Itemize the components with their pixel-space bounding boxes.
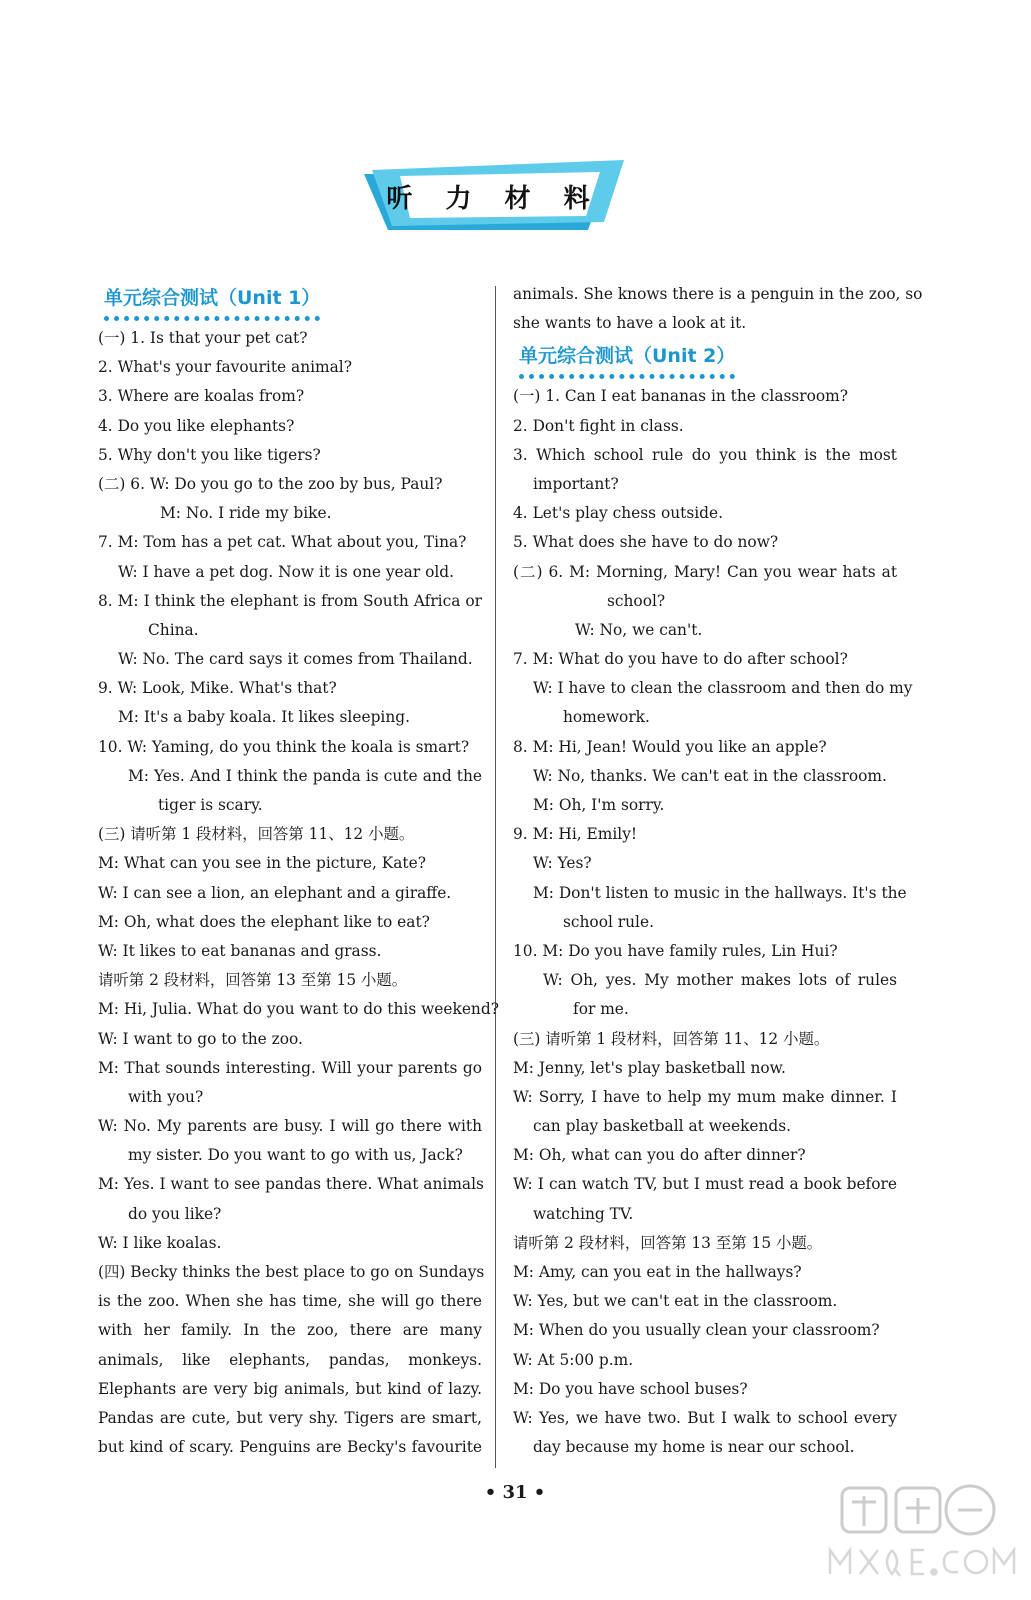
text-line: M: Oh, what does the elephant like to eat? <box>98 912 430 931</box>
text-line: (一) 1. Is that your pet cat? <box>98 329 308 347</box>
text-line: 5. What does she have to do now? <box>513 533 779 552</box>
text-line: 9. M: Hi, Emily! <box>513 825 638 844</box>
text-line: school? <box>607 591 666 610</box>
text-line: W: No. My parents are busy. I will go there with <box>98 1117 482 1136</box>
text-line: W: I like koalas. <box>98 1233 222 1252</box>
text-line: school rule. <box>563 912 654 931</box>
unit1-heading: 单元综合测试（Unit 1） <box>104 286 320 321</box>
text-line: 请听第 2 段材料，回答第 13 至第 15 小题。 <box>513 1233 823 1252</box>
text-line: with her family. In the zoo, there are many <box>98 1321 482 1340</box>
text-line: 请听第 2 段材料，回答第 13 至第 15 小题。 <box>98 971 408 990</box>
right-column <box>513 280 923 1462</box>
text-line: tiger is scary. <box>158 796 263 814</box>
text-line: she wants to have a look at it. <box>513 314 747 333</box>
text-line: M: Amy, can you eat in the hallways? <box>513 1263 802 1281</box>
text-line: W: I can watch TV, but I must read a book before <box>513 1175 897 1194</box>
page-number: • 31 • <box>484 1482 546 1503</box>
text-line: day because my home is near our school. <box>533 1438 855 1457</box>
text-line: M: Don't listen to music in the hallways. It's the <box>533 883 907 902</box>
text-line: homework. <box>563 708 650 727</box>
text-line: W: Oh, yes. My mother makes lots of rules <box>543 971 897 990</box>
text-line: 3. Where are koalas from? <box>98 387 305 406</box>
text-line: China. <box>148 620 199 639</box>
text-line: M: Do you have school buses? <box>513 1379 748 1398</box>
watermark-logo <box>820 1478 1020 1588</box>
text-line: (四) Becky thinks the best place to go on Sundays <box>98 1263 485 1281</box>
text-line: W: Yes? <box>533 854 592 873</box>
text-line: W: At 5:00 p.m. <box>513 1350 634 1369</box>
text-line: is the zoo. When she has time, she will go there <box>98 1292 482 1311</box>
text-line: M: When do you usually clean your classroom? <box>513 1321 880 1340</box>
text-line: W: I have to clean the classroom and then do my <box>533 679 913 698</box>
text-line: W: I can see a lion, an elephant and a giraffe. <box>98 883 452 902</box>
text-line: watching TV. <box>533 1204 634 1223</box>
text-line: (一) 1. Can I eat bananas in the classroom? <box>513 387 849 406</box>
text-line: M: Hi, Julia. What do you want to do this weekend? <box>98 1000 499 1019</box>
text-line: 4. Do you like elephants? <box>98 416 295 435</box>
text-line: 9. W: Look, Mike. What's that? <box>98 679 337 698</box>
text-line: 4. Let's play chess outside. <box>513 504 724 523</box>
text-line: animals, like elephants, pandas, monkeys. <box>98 1350 482 1369</box>
text-line: (三) 请听第 1 段材料，回答第 11、12 小题。 <box>513 1029 830 1048</box>
text-line: 5. Why don't you like tigers? <box>98 445 321 464</box>
text-line: M: Jenny, let's play basketball now. <box>513 1058 786 1077</box>
text-line: M: It's a baby koala. It likes sleeping. <box>118 708 411 727</box>
text-line: 3. Which school rule do you think is the most <box>513 445 897 464</box>
text-line: 2. What's your favourite animal? <box>98 358 352 377</box>
text-line: my sister. Do you want to go with us, Jack? <box>128 1146 463 1165</box>
text-line: for me. <box>573 1000 629 1019</box>
text-line: W: Yes, but we can't eat in the classroom. <box>513 1292 838 1311</box>
text-line: 8. M: Hi, Jean! Would you like an apple? <box>513 737 827 756</box>
text-line: M: Yes. I want to see pandas there. What animals <box>98 1175 484 1194</box>
text-line: M: Oh, I'm sorry. <box>533 796 665 814</box>
page-title: 听 力 材 料 <box>386 184 602 214</box>
text-line: with you? <box>128 1087 204 1106</box>
text-line: W: I have a pet dog. Now it is one year old. <box>118 562 455 581</box>
text-line: Pandas are cute, but very shy. Tigers are smart, <box>98 1408 482 1427</box>
text-line: W: Sorry, I have to help my mum make dinner. I <box>513 1087 897 1106</box>
text-line: 8. M: I think the elephant is from South Africa or <box>98 591 482 610</box>
text-line: 10. W: Yaming, do you think the koala is smart? <box>98 737 470 756</box>
text-line: Elephants are very big animals, but kind of lazy. <box>98 1379 482 1398</box>
watermark-graphic <box>820 1478 1020 1588</box>
text-line: 7. M: What do you have to do after school? <box>513 650 848 669</box>
text-line: 2. Don't fight in class. <box>513 416 684 435</box>
text-line: animals. She knows there is a penguin in the zoo, so <box>513 285 923 303</box>
text-line: do you like? <box>128 1204 222 1223</box>
text-line: (二) 6. M: Morning, Mary! Can you wear hats at <box>513 562 897 581</box>
title-banner <box>362 158 626 236</box>
column-divider <box>495 286 496 1468</box>
unit2-heading: 单元综合测试（Unit 2） <box>519 344 735 379</box>
text-line: W: No, we can't. <box>575 620 703 639</box>
left-column <box>98 280 499 1462</box>
text-line: W: It likes to eat bananas and grass. <box>98 941 382 960</box>
text-line: W: Yes, we have two. But I walk to school every <box>513 1408 897 1427</box>
text-line: but kind of scary. Penguins are Becky's favourite <box>98 1438 482 1457</box>
text-line: M: What can you see in the picture, Kate? <box>98 854 426 873</box>
text-line: (三) 请听第 1 段材料，回答第 11、12 小题。 <box>98 825 415 844</box>
text-line: can play basketball at weekends. <box>533 1117 792 1136</box>
text-line: important? <box>533 474 619 493</box>
text-line: 7. M: Tom has a pet cat. What about you, Tina? <box>98 533 467 552</box>
text-line: M: Yes. And I think the panda is cute and the <box>128 766 482 785</box>
text-line: (二) 6. W: Do you go to the zoo by bus, Paul? <box>98 474 443 493</box>
text-line: W: No. The card says it comes from Thailand. <box>118 650 473 669</box>
text-line: 10. M: Do you have family rules, Lin Hui? <box>513 941 838 960</box>
text-line: W: No, thanks. We can't eat in the classroom. <box>533 766 887 785</box>
text-line: M: No. I ride my bike. <box>160 504 332 523</box>
text-line: M: Oh, what can you do after dinner? <box>513 1146 806 1165</box>
text-line: W: I want to go to the zoo. <box>98 1029 303 1048</box>
text-line: M: That sounds interesting. Will your parents go <box>98 1058 482 1077</box>
